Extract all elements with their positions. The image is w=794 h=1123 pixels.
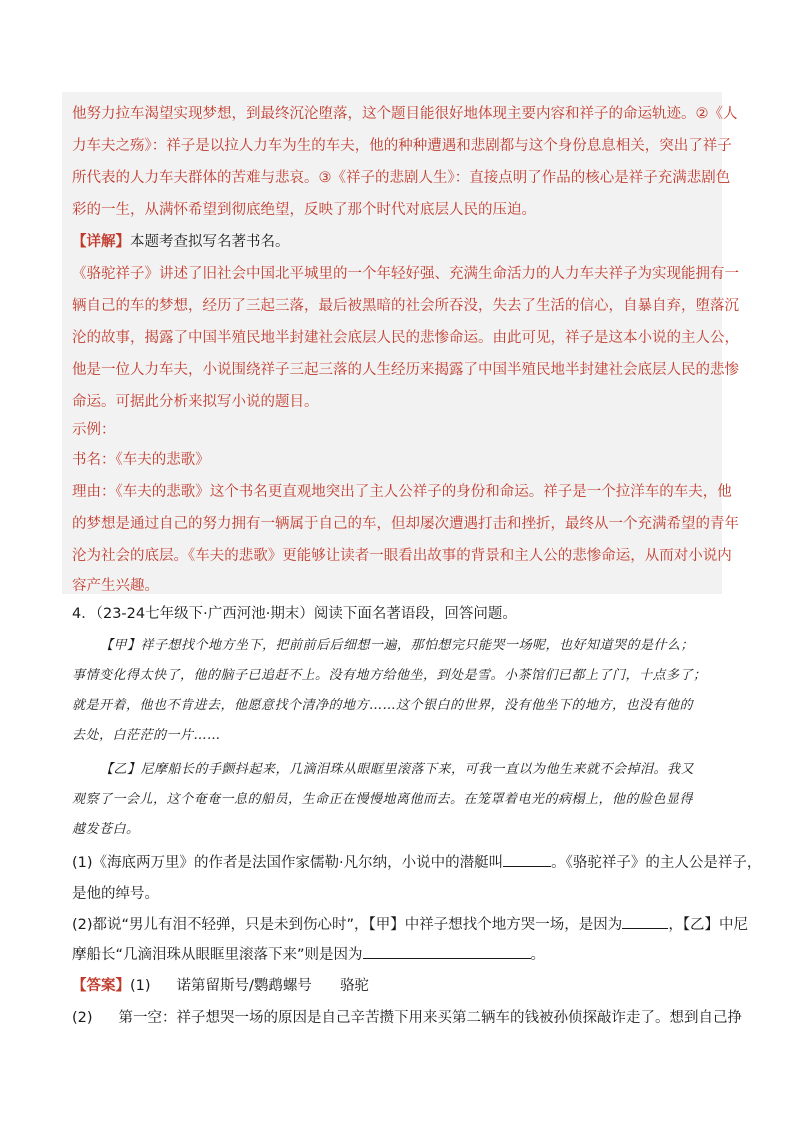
q2-answer-blank-1[interactable] <box>622 914 668 929</box>
passage-b-line-2: 观察了一会儿，这个奄奄一息的船员，生命正在慢慢地离他而去。在笼罩着电光的病榻上，他的脸色显得 <box>72 792 694 807</box>
sub-question-2 <box>72 914 749 935</box>
q2-answer-blank-2[interactable] <box>363 944 531 959</box>
passage-a-line-2: 事情变化得太快了，他的脑子已追赶不上。没有地方给他坐，到处是雪。小茶馆们已都上了门，十点多了； <box>72 668 707 683</box>
explanation-line-3: 所代表的人力车夫群体的苦难与悲哀。③《祥子的悲剧人生》：直接点明了作品的核心是祥子充满悲剧色 <box>72 170 731 186</box>
question-header: 4．（23-24七年级下·广西河池·期末）阅读下面名著语段，回答问题。 <box>72 606 517 622</box>
explanation-line-1: 他努力拉车渴望实现梦想，到最终沉沦堕落，这个题目能很好地体现主要内容和祥子的命运轨迹。②《人 <box>72 106 738 122</box>
detail-line-4: 他是一位人力车夫，小说围绕祥子三起三落的人生经历来揭露了中国半殖民地半封建社会底层人民的悲惨 <box>72 362 739 378</box>
passage-a-line-3: 就是开着，他也不肯进去，他愿意找个清净的地方……这个银白的世界，没有他坐下的地方，也没有他的 <box>72 698 694 713</box>
reason-line-1: 理由：《车夫的悲歌》这个书名更直观地突出了主人公祥子的身份和命运。祥子是一个拉洋车的车夫，他 <box>72 484 732 500</box>
detail-line-5: 命运。可据此分析来拟写小说的题目。 <box>72 394 319 410</box>
q1-text-a: (1)《海底两万里》的作者是法国作家儒勒·凡尔纳，小说中的潜艇叫 <box>72 855 504 871</box>
detail-tag: 【详解】 <box>72 234 130 250</box>
answer-num-2: (2) <box>72 1010 93 1026</box>
sub-question-1 <box>72 852 762 873</box>
detail-heading <box>72 232 732 252</box>
passage-a-line-1: 【甲】祥子想找个地方坐下，把前前后后细想一遍，那怕想完只能哭一场呢，也好知道哭的是什么； <box>100 638 695 653</box>
detail-line-1: 《骆驼祥子》讲述了旧社会中国北平城里的一个年轻好强、充满生命活力的人力车夫祥子为实现能拥有一 <box>72 266 739 282</box>
answer-line-1 <box>72 976 732 996</box>
reason-line-4: 容产生兴趣。 <box>72 578 159 594</box>
reason-line-2: 的梦想是通过自己的努力拥有一辆属于自己的车，但却屡次遭遇打击和挫折，最终从一个充满希望的青年 <box>72 516 739 532</box>
sub-question-1-line-2: 是他的绰号。 <box>72 886 159 902</box>
detail-line-3: 沦的故事，揭露了中国半殖民地半封建社会底层人民的悲惨命运。由此可见，祥子是这本小说的主人公， <box>72 330 739 346</box>
explanation-line-4: 彩的一生，从满怀希望到彻底绝望，反映了那个时代对底层人民的压迫。 <box>72 202 536 218</box>
answer-tag: 【答案】 <box>72 978 130 994</box>
sub-question-2-line-2 <box>72 944 732 965</box>
example-label: 示例： <box>72 422 116 438</box>
q2-text-d: 。 <box>530 947 546 963</box>
q1-answer-blank[interactable] <box>503 852 551 867</box>
answer-line-2 <box>72 1008 743 1028</box>
passage-b-line-1: 【乙】尼摩船长的手颤抖起来，几滴泪珠从眼眶里滚落下来，可我一直以为他生来就不会掉泪。我又 <box>100 762 695 777</box>
reason-line-3: 沦为社会的底层。《车夫的悲歌》更能够让读者一眼看出故事的背景和主人公的悲惨命运，从而对小说内 <box>72 548 732 564</box>
explanation-line-2: 力车夫之殇》：祥子是以拉人力车为生的车夫，他的种种遭遇和悲剧都与这个身份息息相关，突出了祥子 <box>72 138 732 154</box>
q2-text-b: ，【乙】中尼 <box>668 917 749 933</box>
answer-3-value: 第一空：祥子想哭一场的原因是自己辛苦攒下用来买第二辆车的钱被孙侦探敲诈走了。想到自己挣 <box>118 1010 743 1026</box>
answer-num-1: (1) <box>130 978 151 994</box>
passage-a-line-4: 去处，白茫茫的一片…… <box>72 728 221 743</box>
detail-line-2: 辆自己的车的梦想，经历了三起三落，最后被黑暗的社会所吞没，失去了生活的信心，自暴自弃，堕落沉 <box>72 298 739 314</box>
passage-b-line-3: 越发苍白。 <box>72 822 140 837</box>
example-book-title: 书名：《车夫的悲歌》 <box>72 452 210 468</box>
q2-text-a: (2)都说“男儿有泪不轻弹，只是未到伤心时”，【甲】中祥子想找个地方哭一场，是因为 <box>72 917 623 933</box>
answer-1-value: 诺第留斯号/鹦鹉螺号 <box>176 978 312 994</box>
answer-2-value: 骆驼 <box>339 978 369 994</box>
q1-text-b: 。《骆驼祥子》的主人公是祥子， <box>551 855 762 871</box>
detail-intro: 本题考查拟写名著书名。 <box>130 234 290 250</box>
q2-text-c: 摩船长“几滴泪珠从眼眶里滚落下来”则是因为 <box>72 947 363 963</box>
